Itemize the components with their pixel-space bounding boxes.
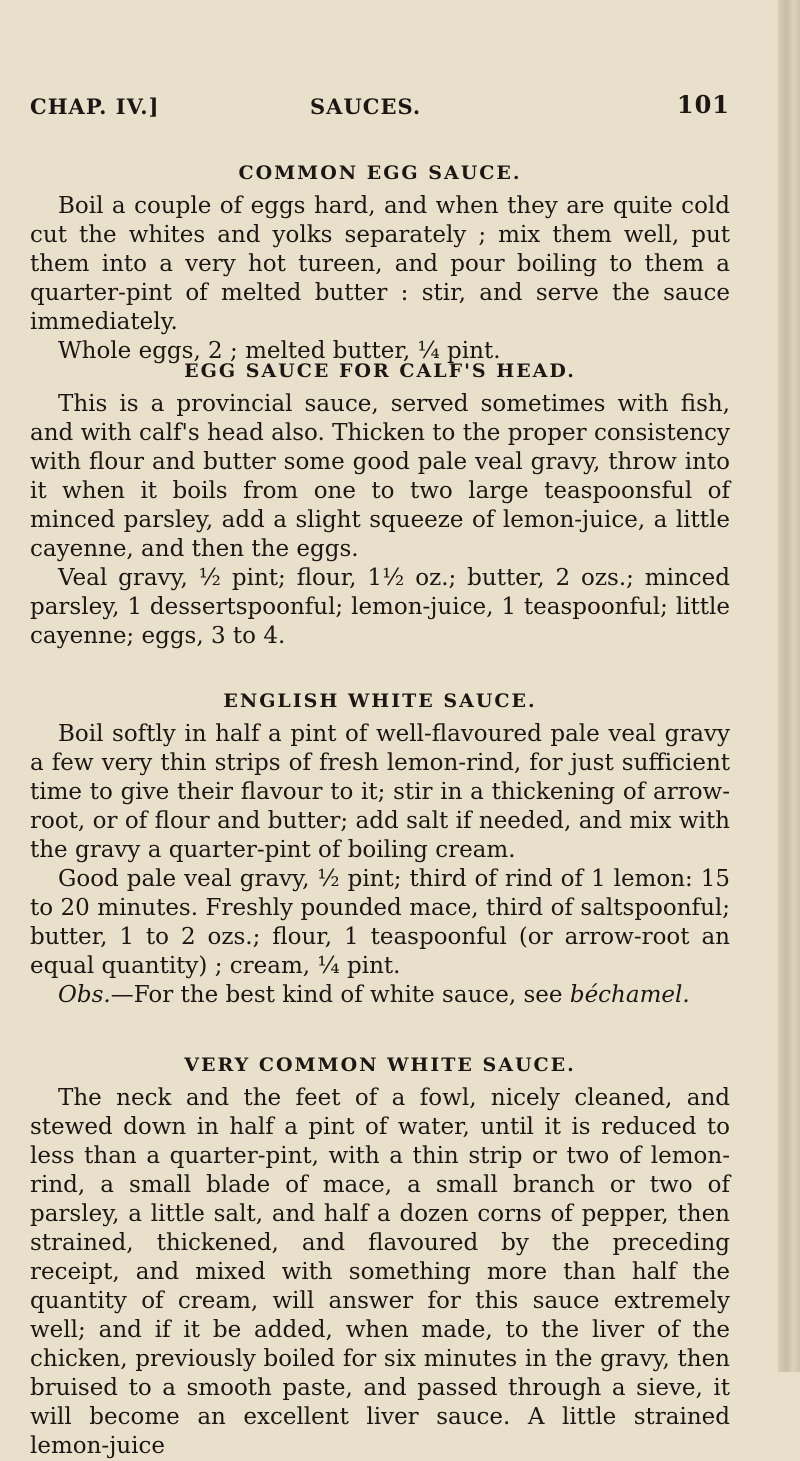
recipe-heading: VERY COMMON WHITE SAUCE. bbox=[184, 1054, 576, 1076]
recipe-heading: COMMON EGG SAUCE. bbox=[238, 162, 522, 184]
recipe-egg-sauce-calfs-head bbox=[30, 360, 730, 651]
obs-reference: béchamel. bbox=[569, 982, 690, 1008]
page-title: SAUCES. bbox=[310, 94, 422, 119]
recipe-method: Boil a couple of eggs hard, and when they are quite cold cut the whites and yolks separately ; mix them well, put them into a very hot tureen, and pour boiling to them a quarter-pint of melted butter : stir, and serve the sauce immediately. bbox=[30, 193, 730, 335]
recipe-heading: EGG SAUCE FOR CALF'S HEAD. bbox=[184, 360, 576, 382]
page-number: 101 bbox=[676, 90, 730, 119]
recipe-method: The neck and the feet of a fowl, nicely cleaned, and stewed down in half a pint of water, until it is reduced to less than a quarter-pint, with a thin strip or two of lemon-rind, a small blade of mace, a small branch or two of parsley, a little salt, and half a dozen corns of pepper, then strained, thickened, and flavoured by the preceding receipt, and mixed with something more than half the quantity of cream, will answer for this sauce extremely well; and if it be added, when made, to the liver of the chicken, previously boiled for six minutes in the gravy, then bruised to a smooth paste, and passed through a sieve, it will become an excellent liver sauce. A little strained lemon-juice bbox=[30, 1085, 730, 1459]
recipe-ingredients: Veal gravy, ½ pint; flour, 1½ oz.; butter, 2 ozs.; minced parsley, 1 dessertspoonful; lemon-juice, 1 teaspoonful; little cayenne; eggs, 3 to 4. bbox=[30, 565, 730, 649]
recipe-ingredients: Whole eggs, 2 ; melted butter, ¼ pint. bbox=[58, 338, 501, 364]
page-content bbox=[30, 0, 730, 1459]
recipe-heading: ENGLISH WHITE SAUCE. bbox=[223, 690, 537, 712]
obs-label: Obs. bbox=[58, 982, 111, 1008]
chapter-label: CHAP. IV.] bbox=[30, 94, 160, 119]
recipe-ingredients: Good pale veal gravy, ½ pint; third of rind of 1 lemon: 15 to 20 minutes. Freshly pounded mace, third of saltspoonful; butter, 1 to 2 ozs.; flour, 1 teaspoonful (or arrow-root an equal quantity) ; cream, ¼ pint. bbox=[30, 866, 730, 979]
recipe-common-egg-sauce bbox=[30, 162, 730, 366]
obs-text: —For the best kind of white sauce, see bbox=[110, 982, 563, 1008]
recipe-method: This is a provincial sauce, served sometimes with fish, and with calf's head also. Thicken to the proper consistency with flour and butter some good pale veal gravy, throw into it when it boils from one to two large teaspoonsful of minced parsley, add a slight squeeze of lemon-juice, a little cayenne, and then the eggs. bbox=[30, 391, 730, 562]
recipe-method: Boil softly in half a pint of well-flavoured pale veal gravy a few very thin strips of fresh lemon-rind, for just sufficient time to give their flavour to it; stir in a thickening of arrow-root, or of flour and butter; add salt if needed, and mix with the gravy a quarter-pint of boiling cream. bbox=[30, 721, 730, 863]
running-head bbox=[30, 90, 730, 130]
recipe-very-common-white-sauce bbox=[30, 1054, 730, 1461]
recipe-observation bbox=[30, 981, 730, 1010]
recipe-english-white-sauce bbox=[30, 690, 730, 1010]
page-edge bbox=[778, 0, 800, 1372]
